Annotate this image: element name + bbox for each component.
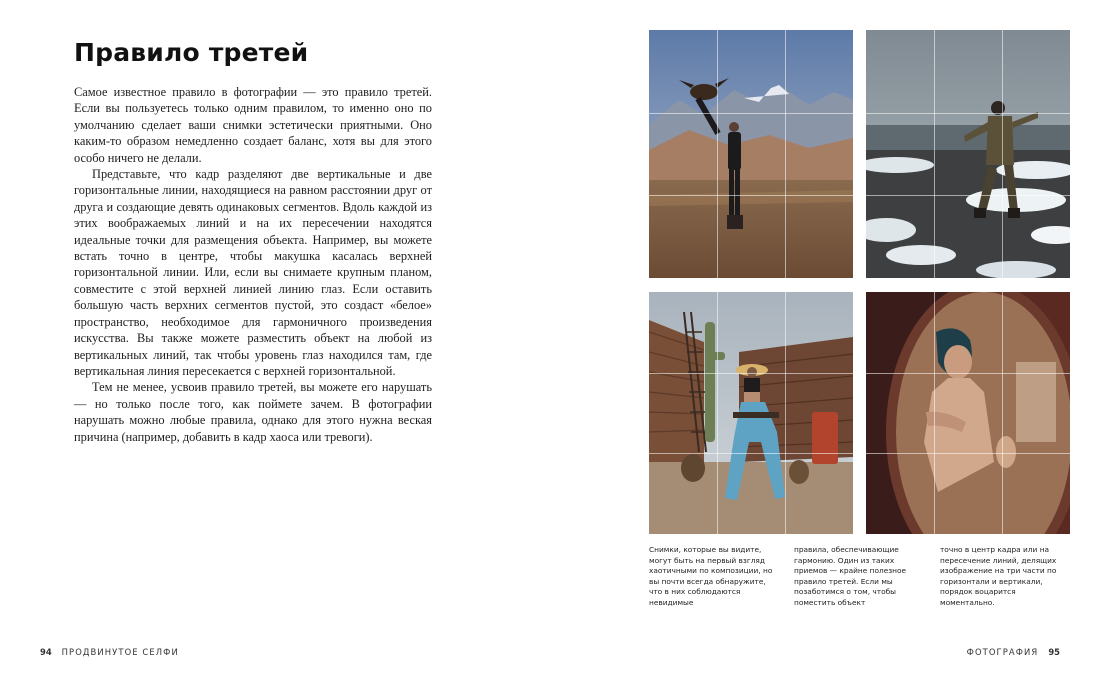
running-head: ПРОДВИНУТОЕ СЕЛФИ [61, 647, 179, 657]
photo-scene [649, 292, 853, 534]
grid-line [649, 195, 853, 196]
grid-line [785, 30, 786, 278]
footer-left [30, 647, 179, 657]
right-page [550, 0, 1100, 684]
grid-line [866, 195, 1070, 196]
grid-line [717, 30, 718, 278]
photo-scene [649, 30, 853, 278]
grid-line [866, 453, 1070, 454]
footer-right [967, 647, 1070, 657]
caption-column: правила, обеспечивающие гармонию. Один из таких приемов — крайне полезное правило третей. Если мы позаботимся о том, чтобы поместить объект [794, 545, 907, 607]
grid-line [1002, 30, 1003, 278]
photo-icy-beach [866, 30, 1070, 278]
paragraph: Самое известное правило в фотографии — это правило третей. Если вы пользуетесь только одним правилом, то именно оно по умолчанию сделает ваши снимки эстетически приятными. Оно каким-то образом немедленно создает баланс, хотя вы для этого особо ничего не делали. [74, 85, 432, 165]
grid-line [649, 113, 853, 114]
caption-column: точно в центр кадра или на пересечение линий, делящих изображение на три части по горизонтали и вертикали, порядок воцарится моментально. [940, 545, 1057, 607]
grid-line [649, 453, 853, 454]
page-title: Правило третей [74, 38, 309, 67]
running-head: ФОТОГРАФИЯ [966, 647, 1039, 657]
paragraph: Тем не менее, усвоив правило третей, вы можете его нарушать — но только после того, как поймете зачем. В фотографии нарушать можно любые правила, однако для этого нужна веская причина (например, добавить в кадр хаоса или тревоги). [74, 380, 432, 444]
paragraph: Представьте, что кадр разделяют две вертикальные и две горизонтальные линии, находящиеся на равном расстоянии друг от друга и создающие девять одинаковых сегментов. Вдоль каждой из этих воображаемых линий и на их пересечении находятся идеальные точки для размещения объекта. Например, вы можете встать точно в центре, чтобы макушка касалась верхней горизонтальной линии. Или, если вы снимаете крупным планом, совместите с этой верхней линией линию глаз. Если оставить большую часть верхних сегментов пустой, это создаст «белое» пространство, необходимое для гармоничного произведения искусства. Вы также можете разместить объект на любой из вертикальных линий, так чтобы уровень глаз находился там, где вертикальная линия пересекается с верхней горизонтальной. [74, 167, 432, 378]
body-text [74, 84, 432, 445]
grid-line [785, 292, 786, 534]
page-number: 95 [1048, 647, 1060, 657]
grid-line [1002, 292, 1003, 534]
page-number: 94 [40, 647, 52, 657]
caption-column: Снимки, которые вы видите, могут быть на первый взгляд хаотичными по композиции, но вы почти всегда обнаружите, что в них соблюдаются невидимые [649, 545, 773, 607]
grid-line [717, 292, 718, 534]
photo-scene [866, 292, 1070, 534]
photo-woman-mirror [866, 292, 1070, 534]
grid-line [934, 292, 935, 534]
photo-eagle-mountains [649, 30, 853, 278]
grid-line [934, 30, 935, 278]
grid-line [866, 113, 1070, 114]
grid-line [649, 373, 853, 374]
photo-scene [866, 30, 1070, 278]
photo-woman-hat-desert [649, 292, 853, 534]
grid-line [866, 373, 1070, 374]
